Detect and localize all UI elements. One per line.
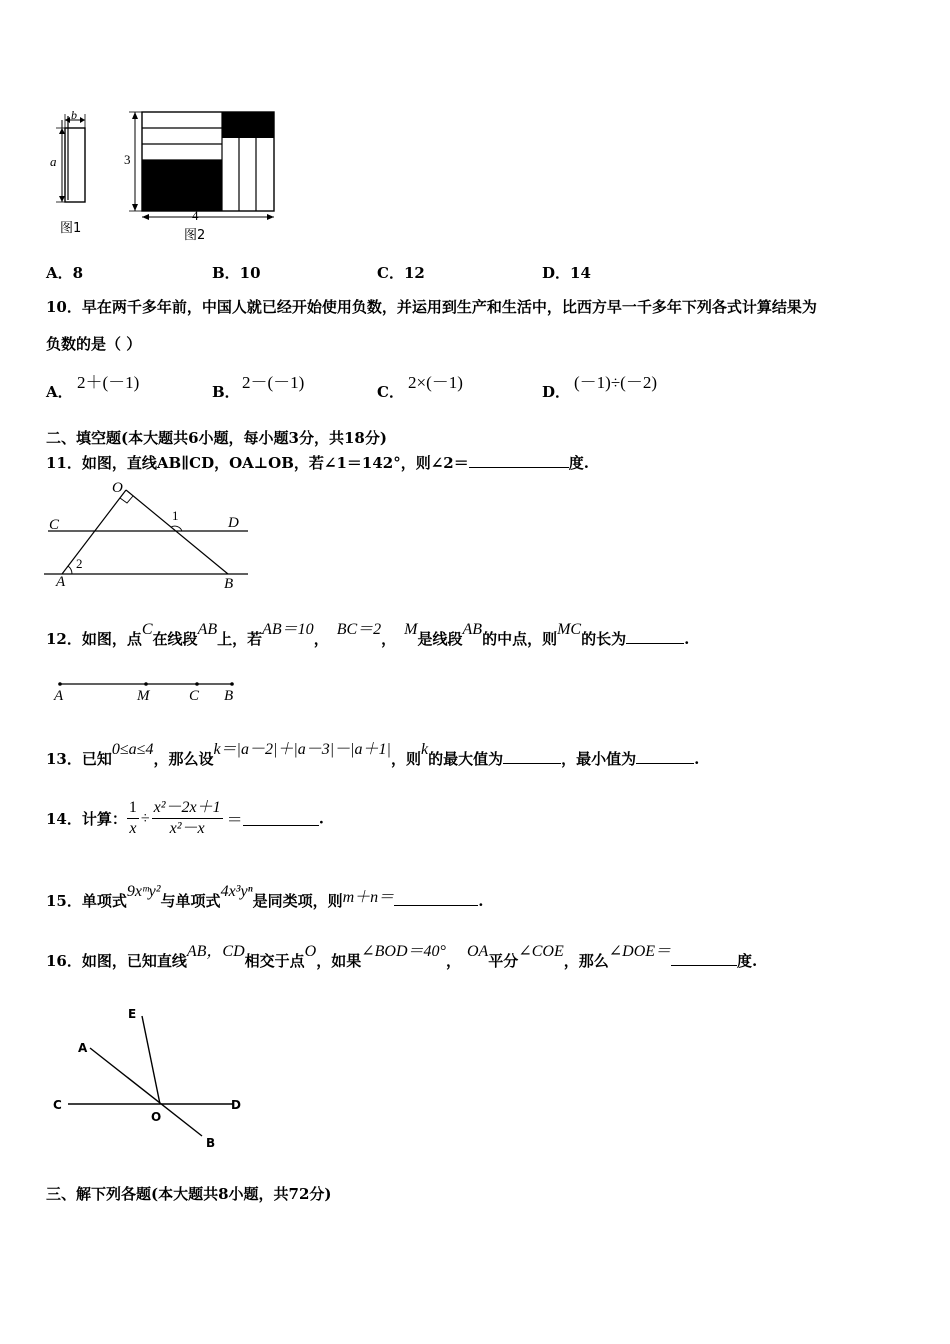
q16-t4: ，那么 — [563, 952, 609, 970]
fig2-label-4: 4 — [192, 208, 199, 223]
q11-text — [46, 452, 589, 473]
q14-fraction-1 — [127, 798, 139, 839]
q9-option-a: A．8 — [46, 264, 84, 282]
q12-text — [46, 622, 689, 657]
section-3-heading: 三、解下列各题(本大题共8小题，共72分) — [46, 1185, 332, 1203]
q12-sep1: ， — [313, 630, 329, 648]
q15-answer-blank[interactable] — [394, 891, 478, 906]
q15-end: . — [478, 892, 484, 910]
q12-sep2: ， — [381, 630, 397, 648]
q11-fig-label-c: C — [49, 517, 60, 533]
q16-fig-label-d: D — [231, 1098, 241, 1112]
q14-equals: ＝ — [226, 812, 243, 829]
q12-ab: AB — [197, 621, 218, 638]
q14-divide: ÷ — [140, 809, 150, 827]
q13-text — [46, 742, 699, 777]
q12-fig-label-b: B — [224, 688, 234, 704]
q15-prefix: 15．单项式 — [46, 892, 127, 910]
q16-answer-blank[interactable] — [671, 951, 737, 966]
q10-line1: 10．早在两千多年前，中国人就已经开始使用负数，并运用到生产和生活中，比西方早一千多年下列各式计算结果为 — [46, 298, 817, 316]
q12-answer-blank[interactable] — [626, 629, 684, 644]
q16-point-o: O — [304, 943, 317, 960]
q14-f1-numerator: 1 — [127, 798, 139, 819]
q14-answer-blank[interactable] — [243, 811, 319, 826]
q9-option-b: B．10 — [212, 264, 261, 282]
q12-point-m: M — [404, 621, 418, 638]
q16-fig-label-a: A — [78, 1041, 88, 1055]
q12-ab-2: AB — [462, 621, 483, 638]
q11-fig-label-a: A — [56, 574, 66, 590]
q14-f2-denominator: x²－x — [169, 820, 205, 837]
q14-fraction-2 — [152, 798, 223, 839]
q16-t3: 平分 — [488, 952, 519, 970]
q16-t1: 相交于点 — [244, 952, 305, 970]
q12-t3: 是线段 — [417, 630, 463, 648]
q10-option-c-expr: 2×(－1) — [408, 373, 463, 392]
figure-2 — [118, 108, 288, 248]
q15-text — [46, 884, 483, 919]
q13-condition: 0≤a≤4 — [111, 741, 154, 758]
q12-end: . — [684, 630, 690, 648]
q11-figure — [44, 478, 254, 593]
q13-min-blank[interactable] — [636, 749, 694, 764]
q15-t1: 与单项式 — [160, 892, 221, 910]
q11-question: 11．如图，直线AB∥CD，OA⊥OB，若∠1＝142°，则∠2＝ — [46, 454, 469, 472]
q13-t2: ，则 — [390, 750, 421, 768]
q16-sep: ， — [445, 952, 461, 970]
figure-1 — [44, 108, 104, 243]
q16-end: 度. — [737, 952, 758, 970]
q9-option-c: C．12 — [377, 264, 425, 282]
q13-prefix: 13．已知 — [46, 750, 112, 768]
q11-fig-label-d: D — [228, 515, 239, 531]
q16-prefix: 16．如图，已知直线 — [46, 952, 187, 970]
q13-t4: ，最小值为 — [561, 750, 637, 768]
fig2-label-3: 3 — [124, 152, 131, 167]
q16-fig-label-b: B — [206, 1136, 216, 1150]
q12-t4: 的中点，则 — [482, 630, 558, 648]
q13-end: . — [694, 750, 700, 768]
q16-t2: ，如果 — [316, 952, 362, 970]
q16-lines: AB，CD — [186, 943, 245, 960]
q16-fig-label-o: O — [151, 1110, 162, 1124]
q16-expr-2: ∠COE — [518, 943, 564, 960]
q10-line2: 负数的是（ ） — [46, 335, 142, 353]
q9-option-d: D．14 — [542, 264, 591, 282]
q13-expression: k＝|a－2|＋|a－3|－|a＋1| — [213, 741, 391, 758]
q10-option-b-label: B． — [212, 383, 240, 401]
q16-oa: OA — [466, 943, 489, 960]
q13-t1: ，那么设 — [153, 750, 214, 768]
q13-k: k — [420, 741, 429, 758]
q12-fig-label-c: C — [189, 688, 200, 704]
q12-t5: 的长为 — [581, 630, 627, 648]
q16-fig-label-c: C — [53, 1098, 62, 1112]
q15-t2: 是同类项，则 — [252, 892, 343, 910]
fig2-caption: 图2 — [184, 228, 206, 243]
q12-expr-2: BC＝2 — [336, 621, 382, 638]
q13-max-blank[interactable] — [503, 749, 561, 764]
q16-expr-1: ∠BOD＝40° — [361, 943, 446, 960]
q11-fig-label-1: 1 — [172, 508, 179, 523]
q12-t2: 上，若 — [217, 630, 263, 648]
q12-t1: 在线段 — [152, 630, 198, 648]
q12-figure — [50, 676, 250, 706]
q13-t3: 的最大值为 — [428, 750, 504, 768]
q16-expr-3: ∠DOE＝ — [608, 943, 672, 960]
q14-f2-numerator: x²－2x＋1 — [152, 798, 223, 819]
q11-answer-blank[interactable] — [469, 453, 569, 468]
q14-f1-denominator: x — [129, 820, 137, 837]
fig1-label-b: b — [71, 108, 77, 122]
q11-fig-label-o: O — [112, 480, 123, 496]
q14-text — [46, 798, 324, 839]
q15-expression: m＋n＝ — [342, 889, 395, 906]
q10-option-d-expr: (－1)÷(－2) — [574, 373, 657, 392]
q10-option-c-label: C． — [377, 383, 404, 401]
q14-end: . — [318, 809, 324, 828]
q10-option-a-label: A． — [46, 383, 73, 401]
q10-option-d-label: D． — [542, 383, 571, 401]
q10-option-b-expr: 2－(－1) — [242, 373, 305, 392]
q16-figure — [50, 1004, 260, 1154]
q10-option-a-expr: 2＋(－1) — [77, 373, 140, 392]
q11-fig-label-2: 2 — [76, 556, 83, 571]
q12-point-c: C — [141, 621, 153, 638]
q12-fig-label-m: M — [137, 688, 150, 704]
q15-monomial-2: 4x³yⁿ — [220, 883, 253, 900]
q12-mc: MC — [557, 621, 582, 638]
q12-expr-1: AB＝10 — [262, 621, 314, 638]
fig1-caption: 图1 — [60, 221, 82, 236]
q16-fig-label-e: E — [128, 1007, 137, 1021]
q12-fig-label-a: A — [54, 688, 64, 704]
fig1-label-a: a — [50, 154, 57, 169]
q15-monomial-1: 9xᵐy² — [126, 883, 161, 900]
q14-prefix: 14．计算： — [46, 810, 127, 828]
q16-text — [46, 944, 757, 979]
q11-suffix: 度. — [568, 454, 589, 472]
section-2-heading: 二、填空题(本大题共6小题，每小题3分，共18分) — [46, 429, 387, 447]
q12-prefix: 12．如图，点 — [46, 630, 142, 648]
q11-fig-label-b: B — [224, 576, 234, 592]
